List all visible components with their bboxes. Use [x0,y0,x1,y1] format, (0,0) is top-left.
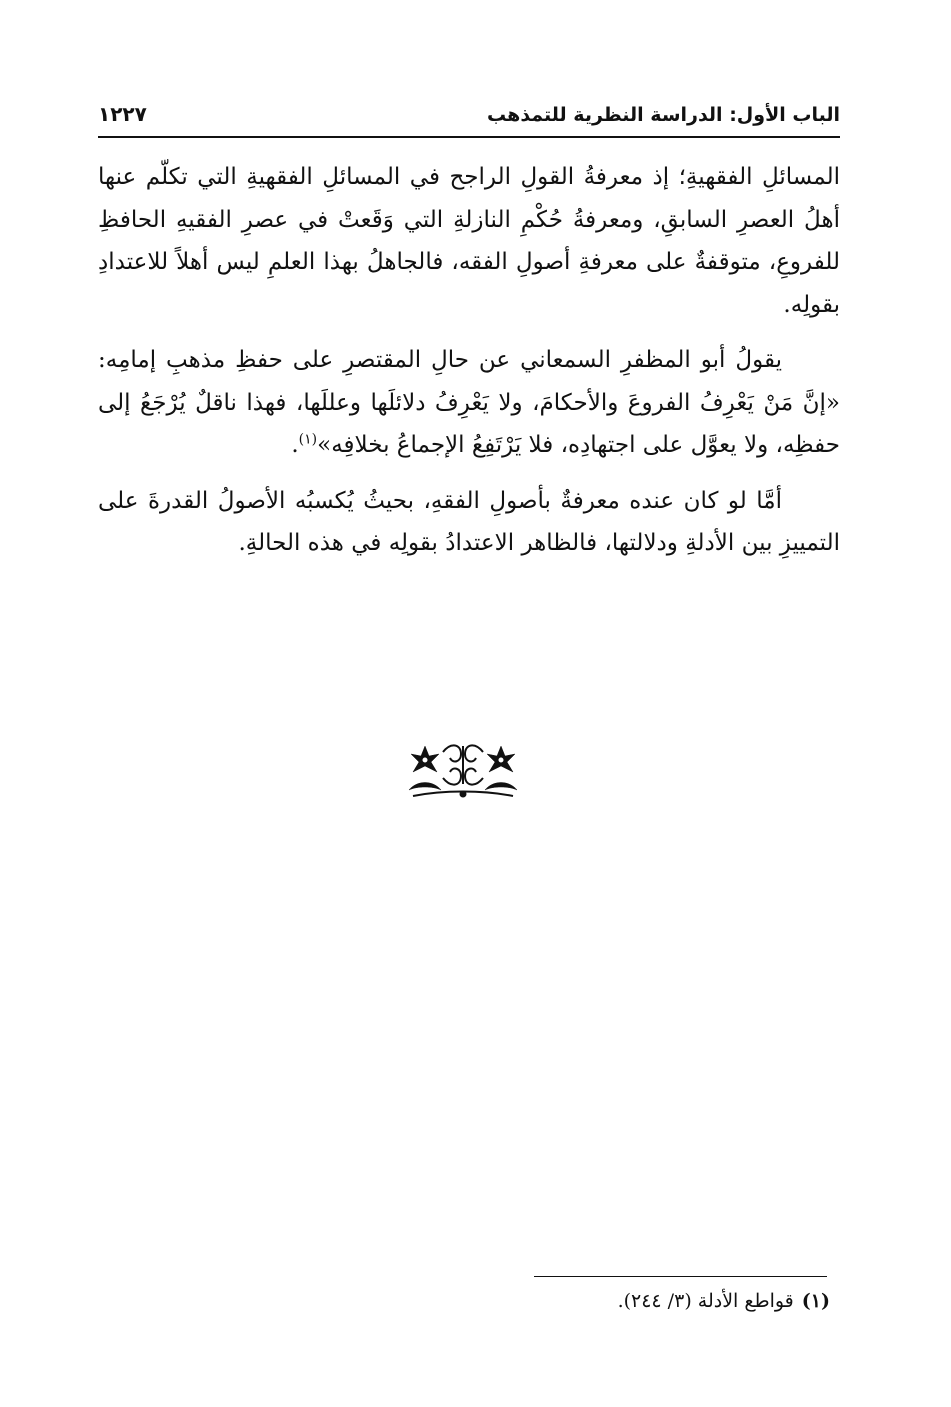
paragraph-1-text: المسائلِ الفقهيةِ؛ إذ معرفةُ القولِ الراجح في المسائلِ الفقهيةِ التي تكلّم عنها أهلُ العصرِ السابقِ، ومعرفةُ حُكْمِ النازلةِ التي وَقَعتْ في عصرِ الفقيهِ الحافظِ للفروعِ، متوقفةٌ على معرفةِ أصولِ الفقه، فالجاهلُ بهذا العلمِ ليس أهلاً للاعتدادِ بقولِه. [98,164,840,318]
footnote-separator [534,1276,827,1277]
footnote-text: قواطع الأدلة (٣/ ٢٤٤). [617,1290,794,1312]
page-number: ١٢٢٧ [98,102,147,126]
paragraph-3-text: أمَّا لو كان عنده معرفةٌ بأصولِ الفقهِ، بحيثُ يُكسبُه الأصولُ القدرةَ على التمييزِ بين الأدلةِ ودلالتها، فالظاهر الاعتدادُ بقولِه في هذه الحالةِ. [98,487,840,556]
paragraph-2 [98,339,840,467]
main-text [98,156,840,578]
floral-ornament-icon [403,738,523,802]
paragraph-3 [98,480,840,565]
paragraph-2-trailing: . [291,432,299,458]
footnote-1 [480,1290,830,1312]
paragraph-2-text: يقولُ أبو المظفرِ السمعاني عن حالِ المقتصرِ على حفظِ مذهبِ إمامِه: «إنَّ مَنْ يَعْرِفُ الفروعَ والأحكامَ، ولا يَعْرِفُ دلائلَها وعللَها، فهذا ناقلٌ يُرْجَعُ إلى حفظِه، ولا يعوَّل على اجتهادِه، فلا يَرْتَفِعُ الإجماعُ بخلافِه» [98,347,840,458]
chapter-title: الباب الأول: الدراسة النظرية للتمذهب [487,104,840,126]
footnote-reference[interactable]: (١) [298,431,318,448]
page-header [98,100,840,138]
paragraph-1 [98,156,840,326]
footnote-number: (١) [801,1290,830,1312]
